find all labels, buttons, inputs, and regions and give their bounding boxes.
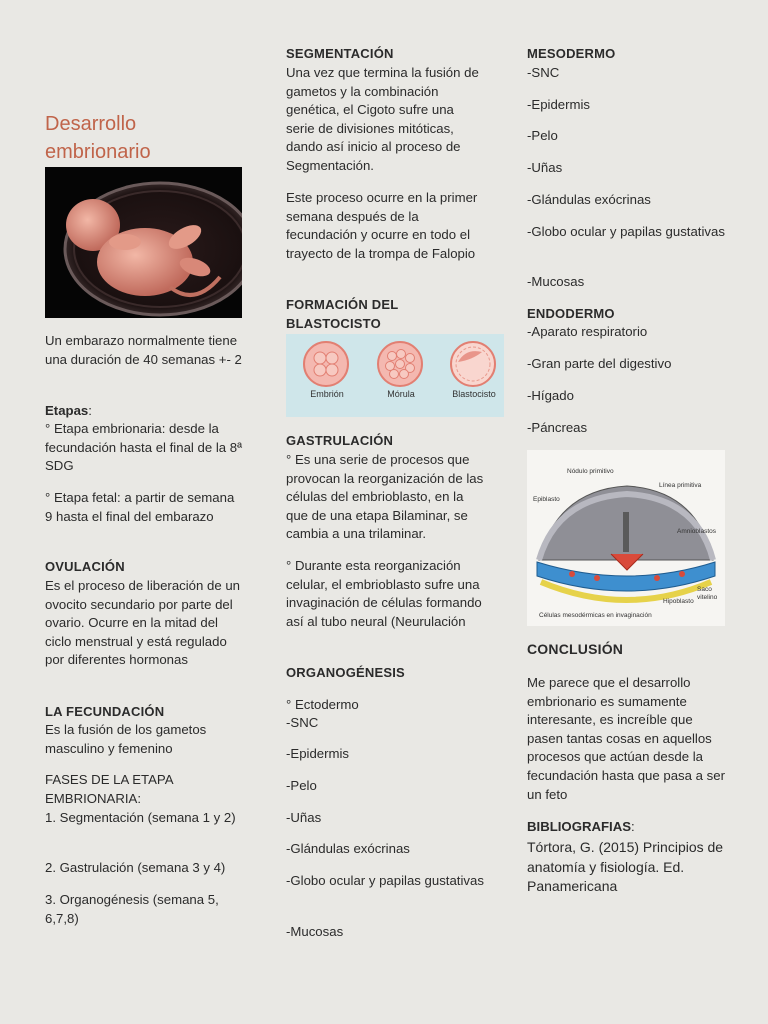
- fases-heading: FASES DE LA ETAPA EMBRIONARIA:: [45, 772, 173, 806]
- mesodermo-item: -Mucosas: [527, 274, 585, 289]
- diagram-label-linea: Línea primitiva: [659, 482, 702, 489]
- gastrulacion-text-1: ° Es una serie de procesos que provocan la reorganización de las células del embrioblasto, en la que de una etapa Bilaminar, se cambia a una trilaminar.: [286, 452, 484, 542]
- etapa-1: ° Etapa embrionaria: desde la fecundación hasta el final de la 8ª SDG: [45, 421, 242, 474]
- endodermo-item: -Páncreas: [527, 420, 588, 435]
- blast-label-blastocisto: Blastocisto: [452, 389, 496, 399]
- biblio-colon: :: [631, 819, 635, 834]
- ectodermo-item: -Globo ocular y papilas gustativas: [286, 873, 484, 888]
- fase-2: 2. Gastrulación (semana 3 y 4): [45, 860, 226, 875]
- blastocisto-cell-icon: [451, 342, 495, 386]
- etapa-2: ° Etapa fetal: a partir de semana 9 hasta el final del embarazo: [45, 490, 235, 524]
- mesodermo-item: -SNC: [527, 65, 560, 80]
- ectodermo-item: -Glándulas exócrinas: [286, 841, 410, 856]
- fase-1: 1. Segmentación (semana 1 y 2): [45, 810, 236, 825]
- embrion-cell-icon: [304, 342, 348, 386]
- fecundacion-heading: LA FECUNDACIÓN: [45, 704, 165, 719]
- diagram-label-amnioblastos: Amnioblastos: [677, 528, 717, 535]
- mesodermo-item: -Glándulas exócrinas: [527, 192, 651, 207]
- diagram-label-hipoblasto: Hipoblasto: [663, 598, 694, 605]
- blastocisto-heading: FORMACIÓN DEL BLASTOCISTO: [286, 297, 399, 331]
- page-title: Desarrollo embrionario: [45, 113, 151, 163]
- etapas-heading: [45, 402, 245, 421]
- diagram-label-nodulo: Nódulo primitivo: [567, 468, 614, 475]
- endodermo-item: -Gran parte del digestivo: [527, 356, 672, 371]
- mesodermo-item: -Globo ocular y papilas gustativas: [527, 224, 725, 239]
- biblio-heading-label: BIBLIOGRAFIAS: [527, 819, 632, 834]
- ectodermo-item: -Mucosas: [286, 924, 344, 939]
- gastrulation-diagram: [527, 450, 725, 626]
- fase-3: 3. Organogénesis (semana 5, 6,7,8): [45, 892, 219, 926]
- fetus-image: [45, 167, 242, 318]
- mesodermo-item: -Pelo: [527, 128, 558, 143]
- fecundacion-text: Es la fusión de los gametos masculino y femenino: [45, 722, 207, 756]
- blast-label-morula: Mórula: [387, 389, 415, 399]
- ectodermo-item: -Uñas: [286, 810, 322, 825]
- gastrulacion-heading: GASTRULACIÓN: [286, 433, 394, 448]
- endodermo-item: -Aparato respiratorio: [527, 324, 648, 339]
- etapas-colon: :: [88, 403, 92, 418]
- ectodermo-item: -Epidermis: [286, 746, 350, 761]
- mesodermo-heading: MESODERMO: [527, 46, 616, 61]
- conclusion-text: Me parece que el desarrollo embrionario es sumamente interesante, es increíble que pasen tantas cosas en aquellos procesos que actúan desde la fecundación hasta que pasa a ser un feto: [527, 675, 725, 802]
- endodermo-heading: ENDODERMO: [527, 306, 615, 321]
- blastocisto-image: [286, 334, 504, 417]
- ovulacion-heading: OVULACIÓN: [45, 559, 125, 574]
- gastrulacion-text-2: ° Durante esta reorganización celular, el embrioblasto sufre una invaginación de células formando así al tubo neural (Neurulación: [286, 558, 482, 629]
- conclusion-heading: CONCLUSIÓN: [527, 641, 624, 657]
- intro-text: Un embarazo normalmente tiene una duración de 40 semanas +- 2: [45, 333, 242, 367]
- ectodermo-item: -Pelo: [286, 778, 317, 793]
- ectodermo-item: -SNC: [286, 715, 319, 730]
- diagram-label-celulas: Células mesodérmicas en invaginación: [539, 612, 652, 619]
- organogenesis-heading: ORGANOGÉNESIS: [286, 665, 405, 680]
- segmentacion-heading: SEGMENTACIÓN: [286, 46, 394, 61]
- mesodermo-item: -Epidermis: [527, 97, 591, 112]
- segmentacion-text-2: Este proceso ocurre en la primer semana después de la fecundación y ocurre en todo el trayecto de la trompa de Falopio: [286, 190, 478, 261]
- ovulacion-text: Es el proceso de liberación de un ovocito secundario por parte del ovario. Ocurre en la mitad del ciclo menstrual y está regulado por diferentes hormonas: [45, 578, 241, 668]
- diagram-label-epiblasto: Epiblasto: [533, 496, 560, 503]
- mesodermo-item: -Uñas: [527, 160, 563, 175]
- biblio-heading: [527, 818, 732, 837]
- segmentacion-text-1: Una vez que termina la fusión de gametos y la combinación genética, el Cigoto sufre una serie de divisiones mitóticas, dando así inicio al proceso de Segmentación.: [286, 65, 479, 173]
- etapas-heading-label: Etapas: [45, 403, 89, 418]
- morula-cell-icon: [378, 342, 422, 386]
- biblio-text: Tórtora, G. (2015) Principios de anatomía y fisiología. Ed. Panamericana: [527, 839, 724, 894]
- endodermo-item: -Hígado: [527, 388, 574, 403]
- blast-label-embrion: Embrión: [310, 389, 344, 399]
- ectodermo-label: ° Ectodermo: [286, 697, 359, 712]
- diagram-label-saco: Saco vitelino: [697, 586, 718, 601]
